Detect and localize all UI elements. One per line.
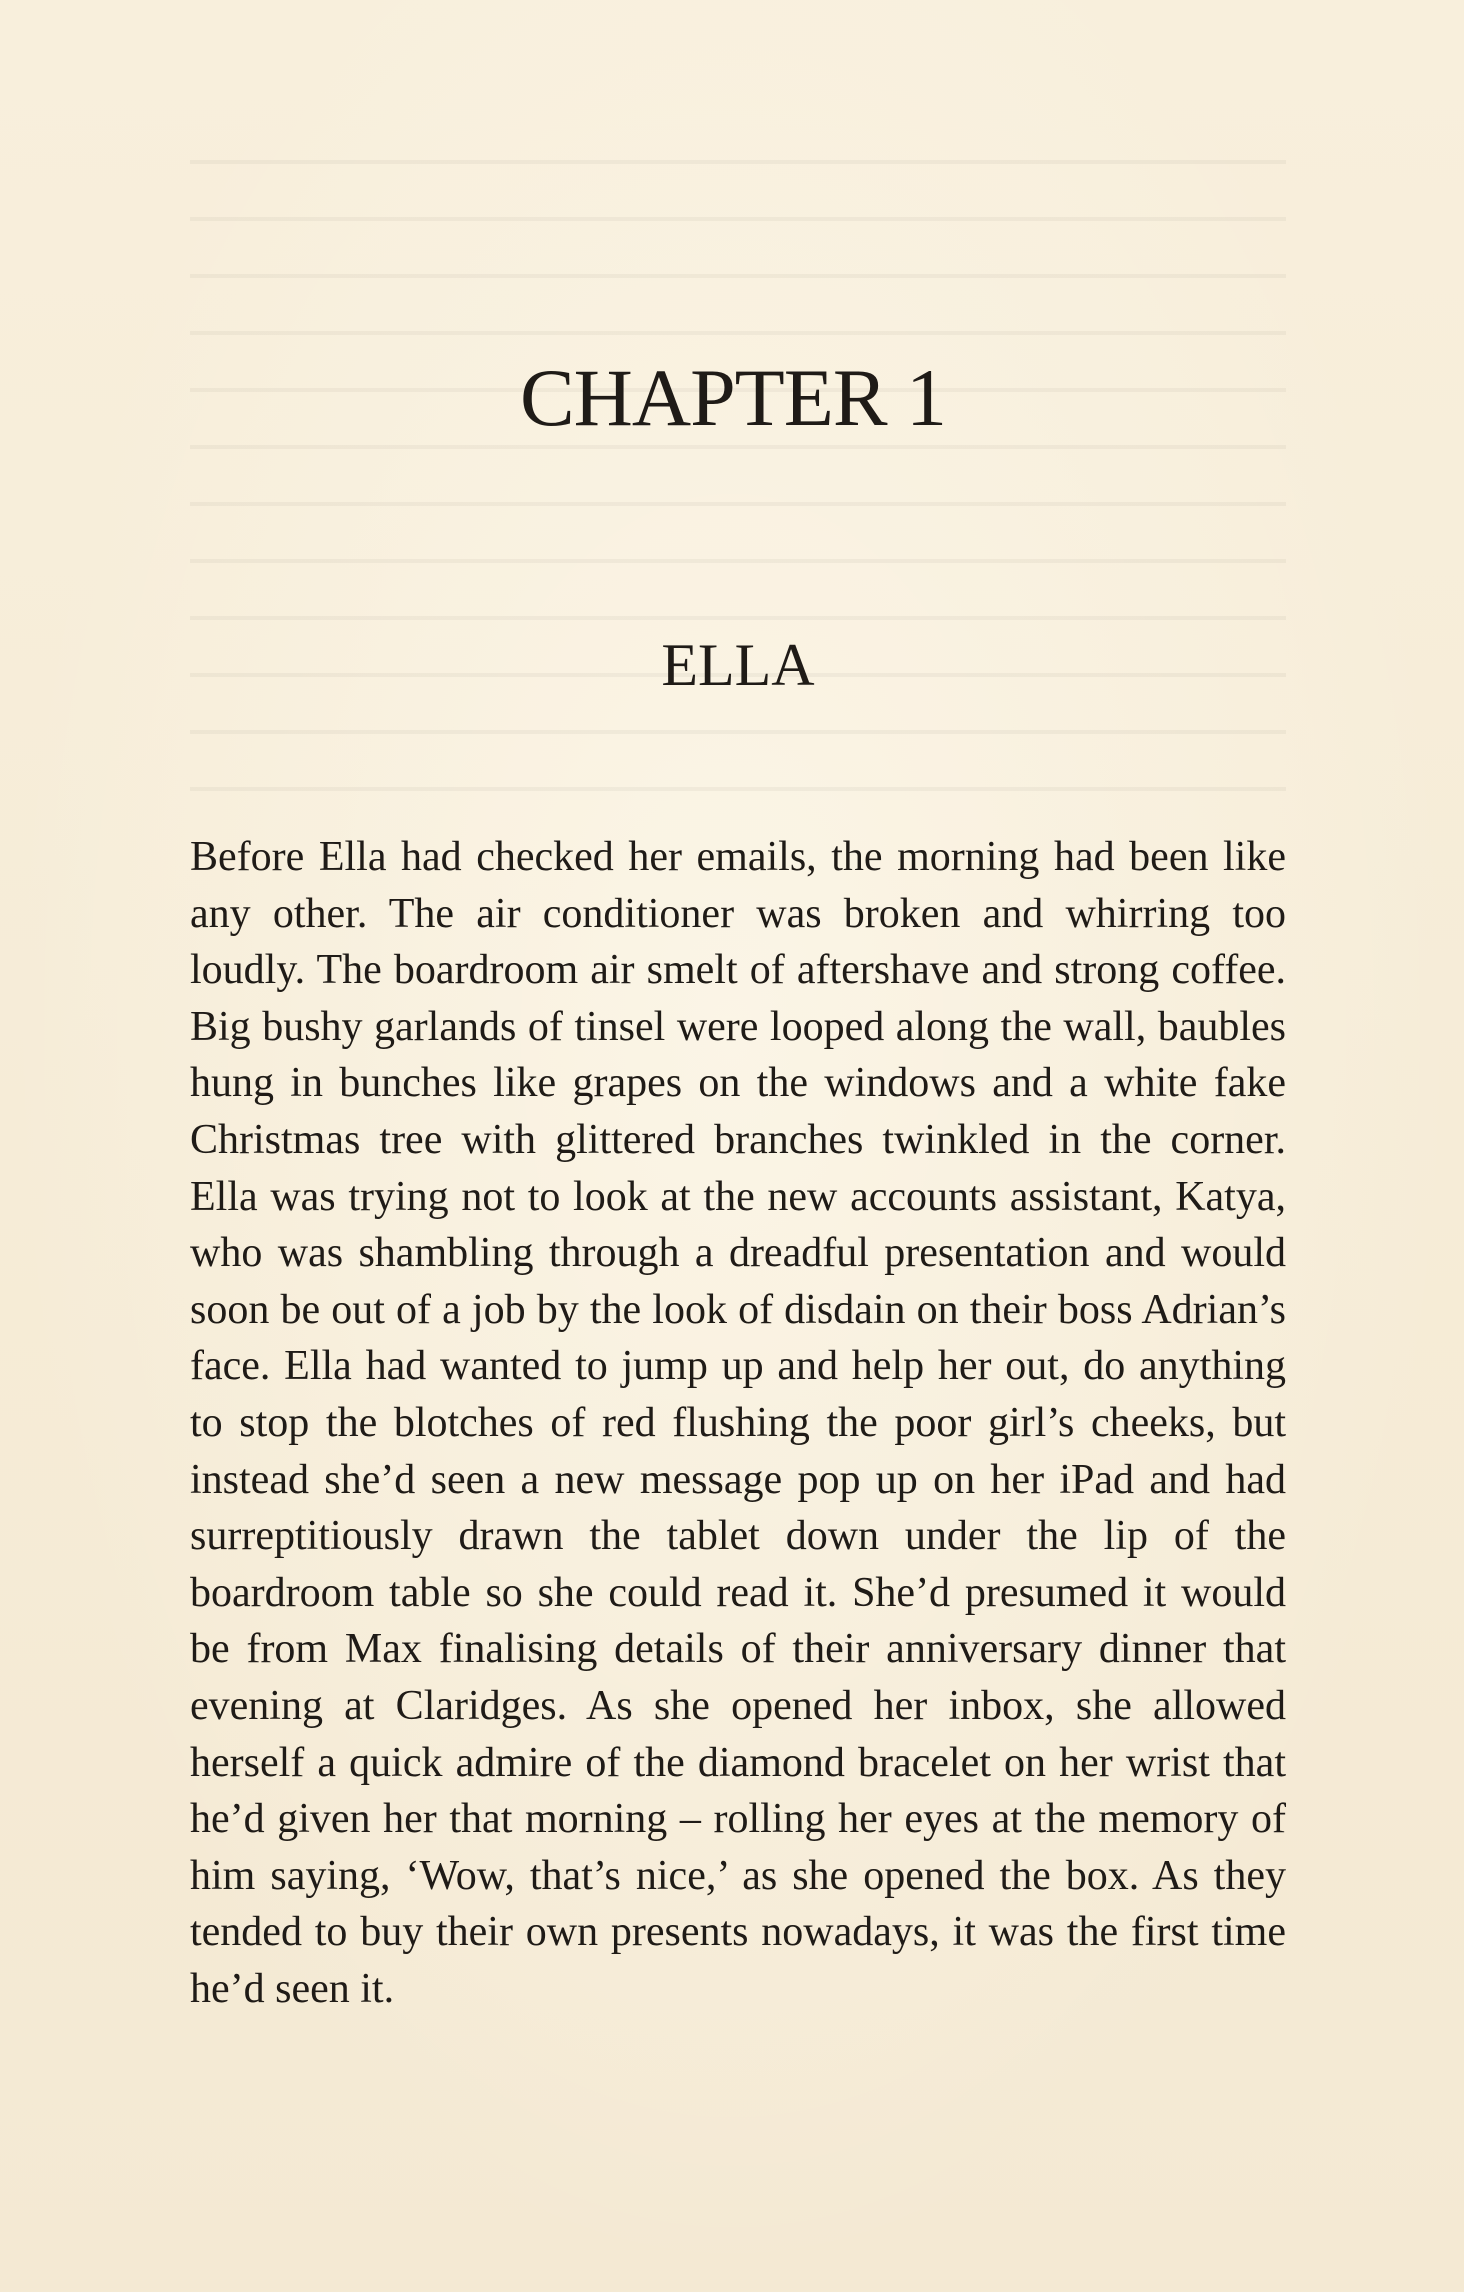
bleed-through-shadow bbox=[190, 120, 1286, 820]
chapter-name: ELLA bbox=[661, 632, 815, 698]
body-paragraph: Before Ella had checked her emails, the morning had been like any other. The air conditioner was broken and whirring too loudly. The boardroom air smelt of aftershave and strong coffee. Big bushy garlands of tinsel were looped along the wall, baubles hung in bunches like grapes on the windows and a white fake Christmas tree with glittered branches twinkled in the corner. Ella was trying not to look at the new accounts assistant, Katya, who was shambling through a dreadful presentation and would soon be out of a job by the look of disdain on their boss Adrian’s face. Ella had wanted to jump up and help her out, do anything to stop the blotches of red flushing the poor girl’s cheeks, but instead she’d seen a new message pop up on her iPad and had surreptitiously drawn the tablet down under the lip of the boardroom table so she could read it. She’d presumed it would be from Max finalising details of their anniversary dinner that evening at Claridges. As she opened her inbox, she allowed herself a quick admire of the diamond bracelet on her wrist that he’d given her that morning – rolling her eyes at the memory of him saying, ‘Wow, that’s nice,’ as she opened the box. As they tended to buy their own presents nowadays, it was the first time he’d seen it. bbox=[190, 834, 1286, 2012]
chapter-title: CHAPTER 1 bbox=[519, 352, 947, 443]
